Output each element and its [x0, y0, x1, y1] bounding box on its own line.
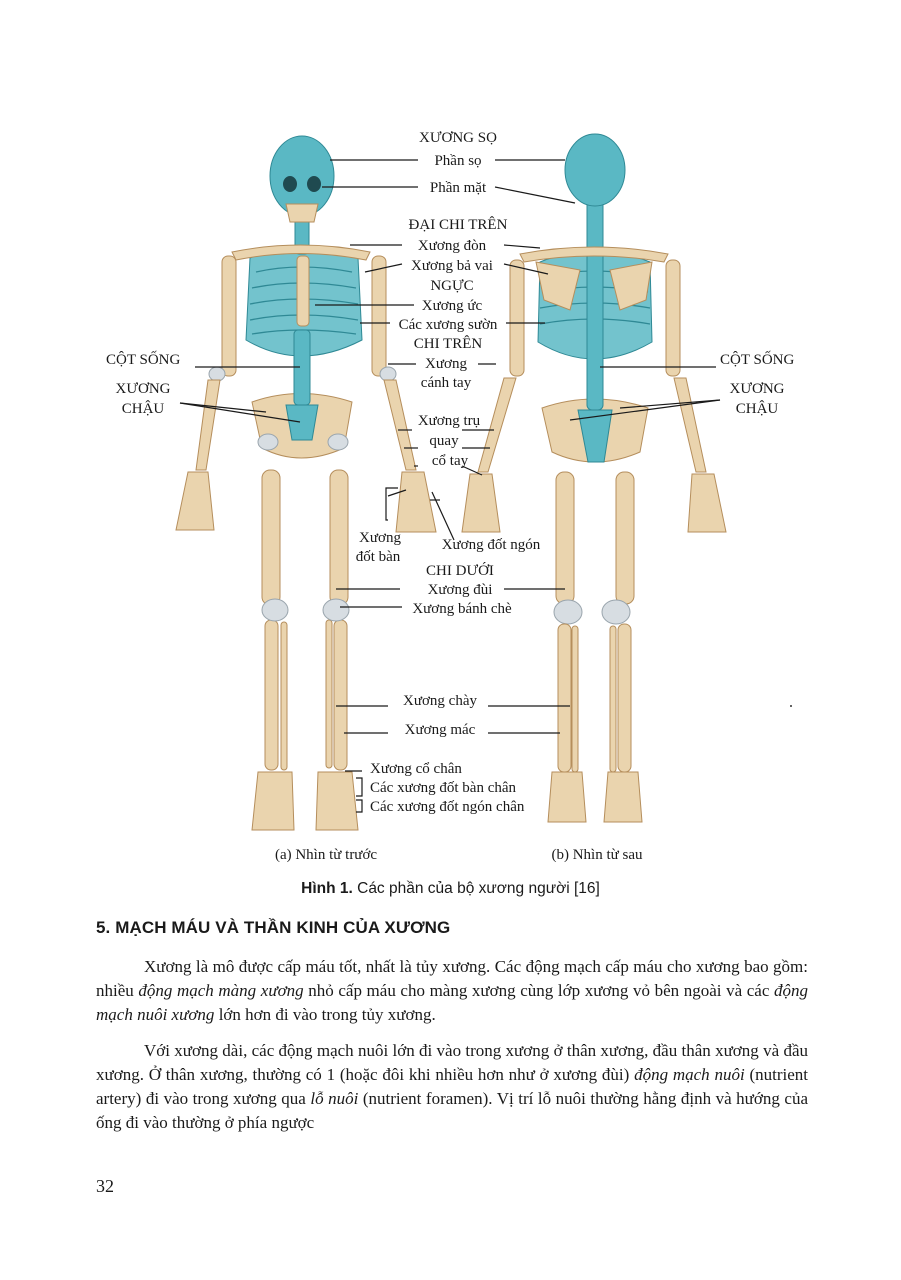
label-xuong-chau-right-2: CHẬU	[735, 401, 779, 417]
paragraph-1	[96, 955, 808, 1027]
label-quay: quay	[429, 433, 459, 449]
back-foot-right	[604, 772, 642, 822]
label-view-back: (b) Nhìn từ sau	[551, 847, 643, 863]
front-elbow-left	[380, 367, 396, 381]
label-xuong-tru: Xương trụ	[417, 413, 481, 429]
label-co-tay: cổ tay	[431, 453, 469, 469]
label-xuong-canh-tay-2: cánh tay	[420, 375, 472, 391]
back-forearm-right	[674, 378, 706, 472]
front-patella-left	[323, 599, 349, 621]
front-humerus-left	[372, 256, 386, 376]
front-elbow-right	[209, 367, 225, 381]
label-xuong-chau-left-2: CHẬU	[121, 401, 165, 417]
back-fibula-right	[610, 626, 616, 772]
front-sacrum	[286, 405, 318, 440]
back-hand-right	[688, 474, 726, 532]
front-foot-left	[316, 772, 358, 830]
front-tibia-right	[265, 620, 278, 770]
front-foot-right	[252, 772, 294, 830]
label-xuong-canh-tay-1: Xương	[425, 356, 467, 372]
p2-text-3: (nutrient foramen). Vị trí lỗ nuôi thường hằng định và hướng của ống đi vào thường ở phía ngược	[96, 1089, 809, 1132]
front-fibula-left	[326, 620, 332, 768]
p1-text-3: lớn hơn đi vào trong tủy xương.	[214, 1005, 436, 1024]
skeleton-back	[462, 134, 726, 822]
p2-italic-2: lỗ nuôi	[310, 1089, 359, 1108]
label-xuong-uc: Xương ức	[421, 298, 483, 314]
label-dai-chi-tren: ĐẠI CHI TRÊN	[408, 217, 508, 233]
back-spine	[587, 196, 603, 410]
label-cot-song-left: CỘT SỐNG	[106, 352, 181, 368]
back-forearm-left	[478, 378, 516, 472]
p2-text-1: Với xương dài, các động mạch nuôi lớn đi vào trong xương ở thân xương, đầu thân xương và đầu xương. Ở thân xương, thường có 1 (hoặc đôi khi nhiều hơn như ở xương đùi)	[96, 1041, 808, 1084]
label-xuong-banh-che: Xương bánh chè	[412, 601, 512, 617]
front-femur-left	[330, 470, 348, 605]
front-forearm-right	[196, 380, 220, 470]
back-tibia-left	[558, 624, 571, 772]
figure-caption-text: Các phần của bộ xương người [16]	[352, 880, 600, 897]
stray-dot	[790, 705, 792, 707]
label-nguc: NGỰC	[430, 278, 474, 294]
p1-text-1: Xương là mô được cấp máu tốt, nhất là tủy xương. Các động mạch cấp máu cho xương bao gồm: nhiều	[96, 957, 808, 1000]
label-xuong-dui: Xương đùi	[427, 582, 493, 598]
label-cot-song-right: CỘT SỐNG	[720, 352, 795, 368]
label-xuong-co-chan: Xương cổ chân	[370, 761, 462, 777]
label-phan-so: Phần sọ	[434, 153, 482, 169]
back-tibia-right	[618, 624, 631, 772]
front-jaw	[286, 204, 318, 222]
back-femur-left	[556, 472, 574, 604]
page-number: 32	[96, 1176, 114, 1196]
label-xuong-chau-left-1: XƯƠNG	[115, 381, 171, 397]
back-humerus-left	[510, 260, 524, 376]
front-patella-right	[262, 599, 288, 621]
label-cac-xuong-dot-ngon-chan: Các xương đốt ngón chân	[370, 799, 525, 815]
label-xuong-chay: Xương chày	[403, 693, 477, 709]
back-knee-left	[554, 600, 582, 624]
label-xuong-dot-ban-2: đốt bàn	[355, 549, 401, 565]
back-humerus-right	[666, 260, 680, 376]
label-cac-xuong-dot-ban-chan: Các xương đốt bàn chân	[370, 780, 517, 796]
front-hand-left	[396, 472, 436, 532]
label-xuong-ba-vai: Xương bả vai	[411, 258, 493, 274]
label-xuong-chau-right-1: XƯƠNG	[729, 381, 785, 397]
label-phan-mat: Phần mặt	[429, 180, 487, 196]
paragraph-2	[96, 1039, 808, 1135]
label-chi-tren: CHI TRÊN	[413, 336, 483, 352]
figure-caption	[0, 880, 901, 898]
front-hip-joint-left	[328, 434, 348, 450]
back-fibula-left	[572, 626, 578, 772]
p1-italic-2: động mạch nuôi xương	[96, 981, 808, 1024]
back-foot-left	[548, 772, 586, 822]
label-xuong-dot-ngon: Xương đốt ngón	[441, 537, 541, 553]
label-xuong-mac: Xương mác	[404, 722, 476, 738]
front-skull-eye-left	[307, 176, 321, 192]
label-xuong-dot-ban-1: Xương	[359, 530, 401, 546]
label-xuong-don: Xương đòn	[417, 238, 487, 254]
figure-caption-prefix: Hình 1.	[301, 880, 353, 897]
front-hand-right	[176, 472, 214, 530]
front-sternum	[297, 256, 309, 326]
label-chi-duoi: CHI DƯỚI	[426, 563, 494, 579]
p2-text-2: (nutrient artery) đi vào trong xương qua	[96, 1065, 808, 1108]
label-view-front: (a) Nhìn từ trước	[274, 847, 378, 863]
section-title: 5. MẠCH MÁU VÀ THẦN KINH CỦA XƯƠNG	[96, 918, 451, 937]
front-femur-right	[262, 470, 280, 605]
front-tibia-left	[334, 620, 347, 770]
front-humerus-right	[222, 256, 236, 376]
p2-italic-1: động mạch nuôi	[634, 1065, 745, 1084]
front-forearm-left	[384, 380, 416, 470]
p1-italic-1: động mạch màng xương	[138, 981, 304, 1000]
back-femur-right	[616, 472, 634, 604]
front-hip-joint-right	[258, 434, 278, 450]
front-skull-eye-right	[283, 176, 297, 192]
back-hand-left	[462, 474, 500, 532]
front-fibula-right	[281, 622, 287, 770]
skeleton-front	[176, 136, 436, 830]
p1-text-2: nhỏ cấp máu cho màng xương cùng lớp xương vỏ bên ngoài và các	[303, 981, 774, 1000]
label-xuong-so: XƯƠNG SỌ	[419, 130, 497, 146]
back-knee-right	[602, 600, 630, 624]
label-cac-xuong-suon: Các xương sườn	[398, 317, 498, 333]
back-skull	[565, 134, 625, 206]
